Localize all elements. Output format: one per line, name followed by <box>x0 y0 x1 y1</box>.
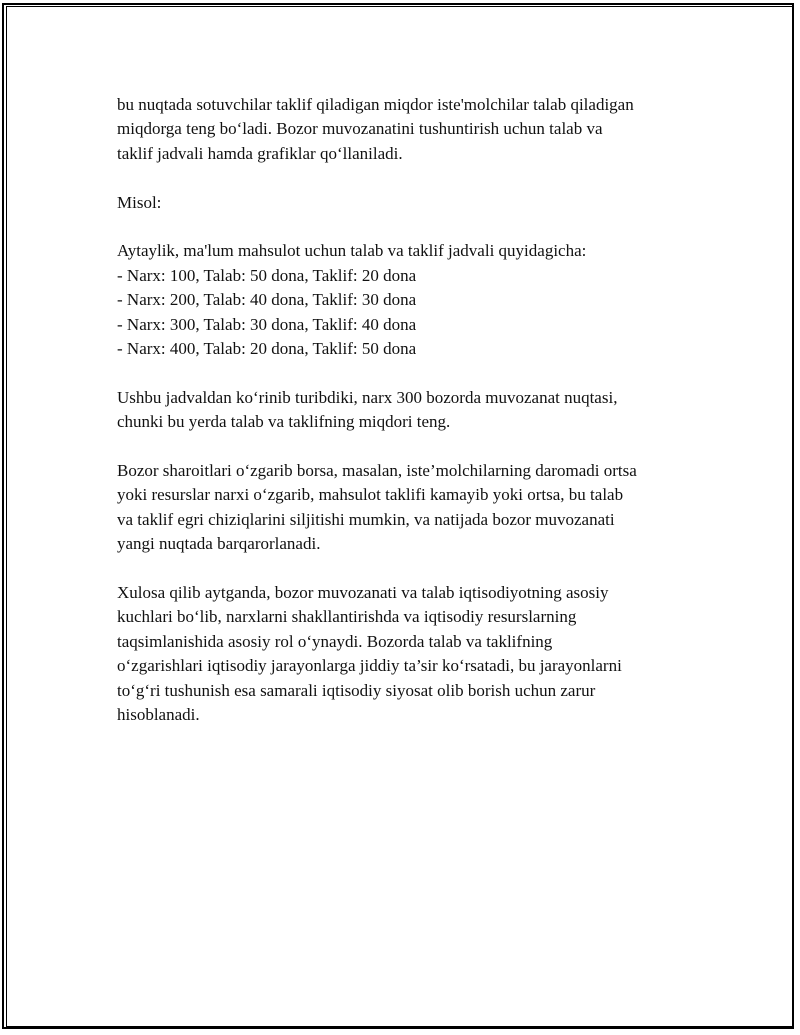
text-line: hisoblanadi. <box>117 705 200 725</box>
text-line: Misol: <box>117 192 162 212</box>
paragraph-intro <box>117 93 717 166</box>
list-item: - Narx: 200, Talab: 40 dona, Taklif: 30 dona <box>117 290 417 310</box>
text-line: va taklif egri chiziqlarini siljitishi mumkin, va natijada bozor muvozanati <box>117 509 615 529</box>
text-line: Aytaylik, ma'lum mahsulot uchun talab va taklif jadvali quyidagicha: <box>117 241 587 261</box>
text-line: chunki bu yerda talab va taklifning miqdori teng. <box>117 412 451 432</box>
list-item: - Narx: 400, Talab: 20 dona, Taklif: 50 dona <box>117 339 417 359</box>
text-line: yoki resurslar narxi o‘zgarib, mahsulot taklifi kamayib yoki ortsa, bu talab <box>117 485 624 505</box>
text-line: Xulosa qilib aytganda, bozor muvozanati va talab iqtisodiyotning asosiy <box>117 583 609 603</box>
list-item: - Narx: 100, Talab: 50 dona, Taklif: 20 dona <box>117 265 417 285</box>
text-line: yangi nuqtada barqarorlanadi. <box>117 534 321 554</box>
text-line: to‘g‘ri tushunish esa samarali iqtisodiy siyosat olib borish uchun zarur <box>117 680 596 700</box>
text-line: taqsimlanishida asosiy rol o‘ynaydi. Bozorda talab va taklifning <box>117 631 553 651</box>
text-line: miqdorga teng bo‘ladi. Bozor muvozanatini tushuntirish uchun talab va <box>117 119 603 139</box>
paragraph-market-changes <box>117 459 717 557</box>
paragraph-example-list <box>117 239 717 361</box>
text-line: bu nuqtada sotuvchilar taklif qiladigan miqdor iste'molchilar talab qiladigan <box>117 95 634 114</box>
paragraph-equilibrium <box>117 386 717 435</box>
paragraph-example-heading <box>117 191 717 215</box>
text-line: kuchlari bo‘lib, narxlarni shakllantirishda va iqtisodiy resurslarning <box>117 607 577 627</box>
text-line: Ushbu jadvaldan ko‘rinib turibdiki, narx 300 bozorda muvozanat nuqtasi, <box>117 387 618 407</box>
paragraph-conclusion <box>117 581 717 727</box>
text-line: Bozor sharoitlari o‘zgarib borsa, masalan, iste’molchilarning daromadi ortsa <box>117 461 637 481</box>
text-line: o‘zgarishlari iqtisodiy jarayonlarga jiddiy ta’sir ko‘rsatadi, bu jarayonlarni <box>117 656 622 676</box>
text-line: taklif jadvali hamda grafiklar qo‘llaniladi. <box>117 143 403 163</box>
list-item: - Narx: 300, Talab: 30 dona, Taklif: 40 dona <box>117 314 417 334</box>
document-body <box>117 93 717 752</box>
